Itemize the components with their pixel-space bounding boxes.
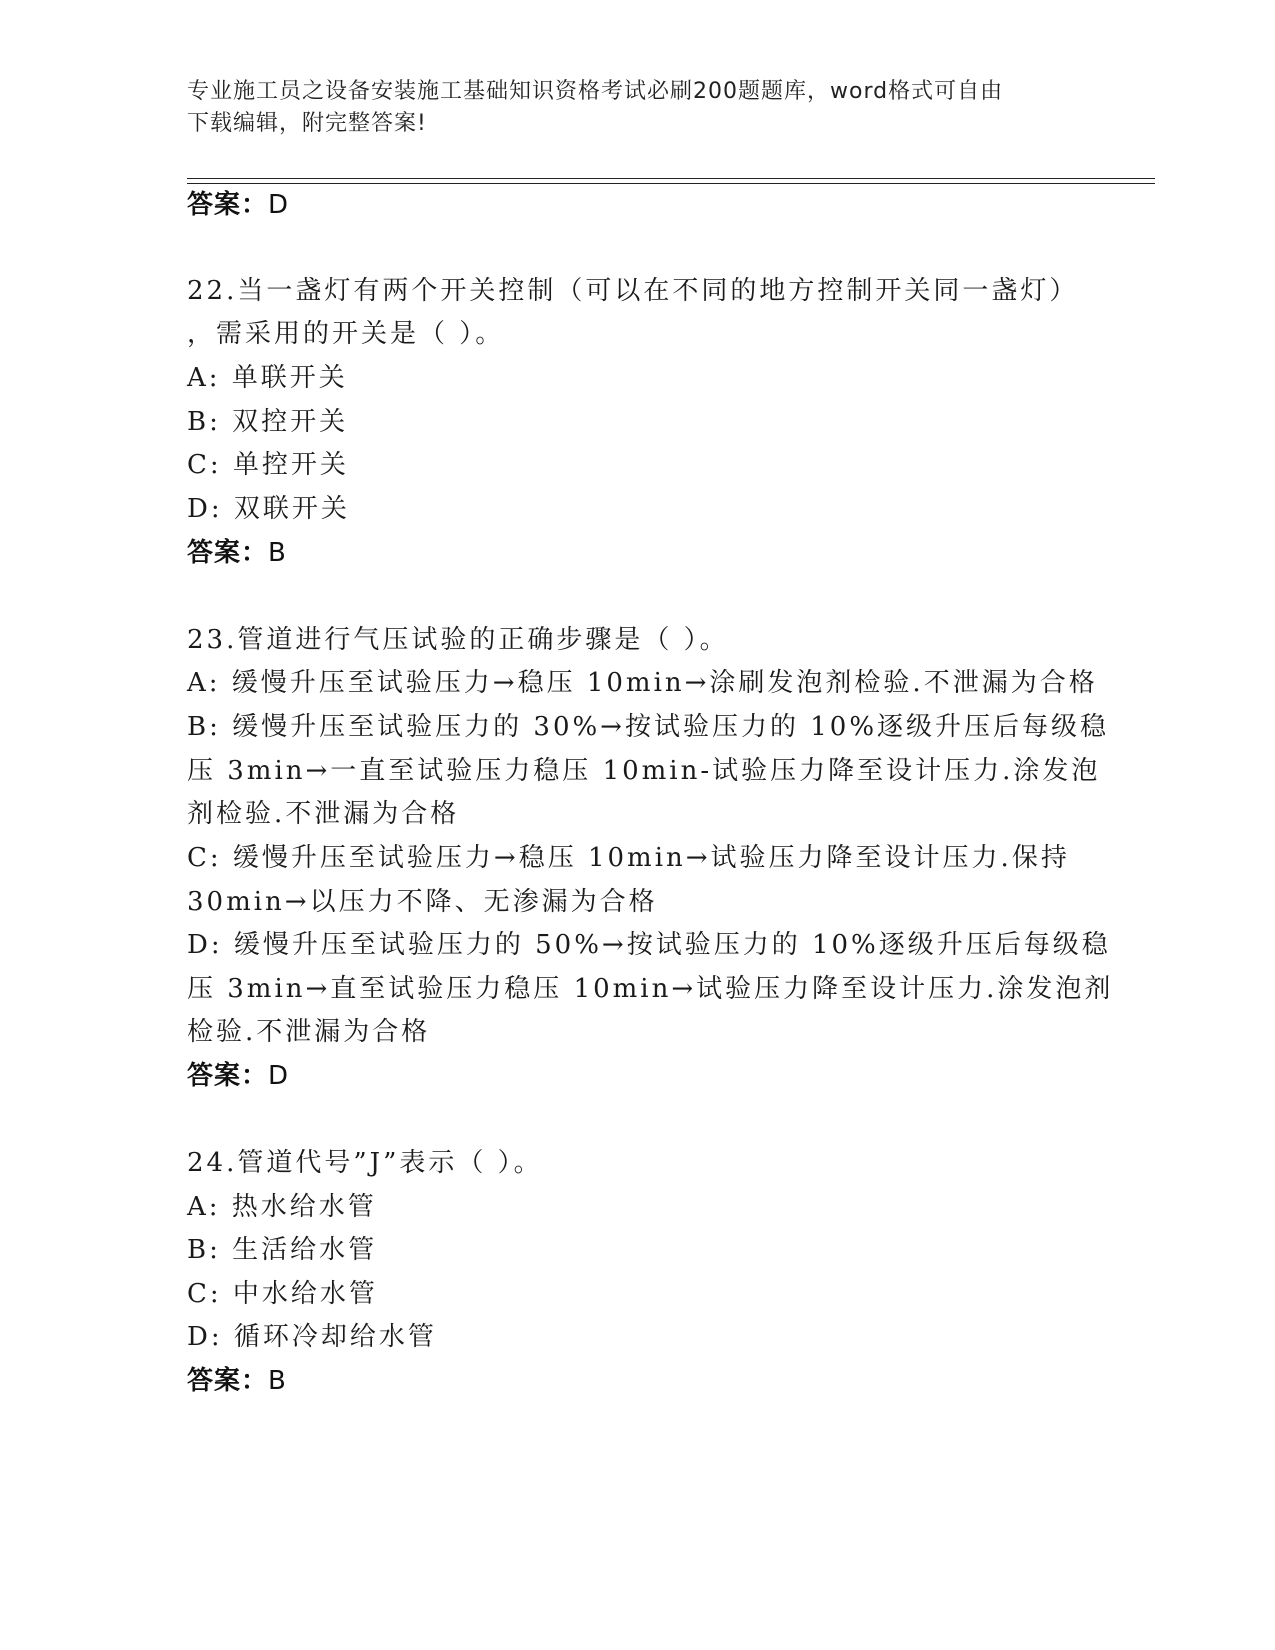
question-23-option-c-line-2: 30min→以压力不降、无渗漏为合格 — [187, 887, 658, 917]
question-24-answer — [187, 1364, 287, 1398]
question-22-text-line-1: 22.当一盏灯有两个开关控制（可以在不同的地方控制开关同一盏灯） — [187, 276, 1079, 306]
header-divider-bottom — [187, 183, 1155, 184]
question-24-text: 24.管道代号”J”表示（ ）。 — [187, 1148, 543, 1178]
answer-label: 答案： — [187, 538, 269, 568]
question-23-option-d-line-3: 检验.不泄漏为合格 — [187, 1017, 431, 1047]
question-24-option-d: D: 循环冷却给水管 — [187, 1322, 437, 1352]
question-23-answer — [187, 1059, 289, 1093]
answer-label: 答案： — [187, 1366, 269, 1396]
question-22-option-c: C: 单控开关 — [187, 450, 349, 480]
question-22-option-d: D: 双联开关 — [187, 494, 350, 524]
question-23-option-a: A: 缓慢升压至试验压力→稳压 10min→涂刷发泡剂检验.不泄漏为合格 — [187, 668, 1098, 698]
answer-value: B — [268, 1366, 287, 1396]
question-23-option-b-line-1: B: 缓慢升压至试验压力的 30%→按试验压力的 10%逐级升压后每级稳 — [187, 712, 1110, 742]
question-23-option-b-line-2: 压 3min→一直至试验压力稳压 10min-试验压力降至设计压力.涂发泡 — [187, 756, 1101, 786]
question-22-answer — [187, 536, 287, 570]
question-24-option-a: A: 热水给水管 — [187, 1192, 377, 1222]
question-23-option-d-line-1: D: 缓慢升压至试验压力的 50%→按试验压力的 10%逐级升压后每级稳 — [187, 930, 1111, 960]
answer-value: B — [268, 538, 287, 568]
header-line-2: 下载编辑，附完整答案! — [187, 111, 427, 136]
answer-label: 答案： — [187, 1061, 269, 1091]
question-22-option-b: B: 双控开关 — [187, 407, 349, 437]
question-22-text-line-2: ，需采用的开关是（ ）。 — [187, 319, 505, 349]
question-23-option-b-line-3: 剂检验.不泄漏为合格 — [187, 799, 460, 829]
document-header — [187, 76, 1067, 140]
question-23-text: 23.管道进行气压试验的正确步骤是（ ）。 — [187, 625, 729, 655]
question-24-option-c: C: 中水给水管 — [187, 1279, 378, 1309]
header-line-1: 专业施工员之设备安装施工基础知识资格考试必刷200题题库，word格式可自由 — [187, 79, 1004, 104]
question-23-option-c-line-1: C: 缓慢升压至试验压力→稳压 10min→试验压力降至设计压力.保持 — [187, 843, 1070, 873]
answer-value: D — [268, 1061, 290, 1091]
question-23-option-d-line-2: 压 3min→直至试验压力稳压 10min→试验压力降至设计压力.涂发泡剂 — [187, 974, 1114, 1004]
header-divider-top — [187, 178, 1155, 179]
question-22-option-a: A: 单联开关 — [187, 363, 348, 393]
answer-label: 答案： — [187, 190, 269, 220]
previous-answer — [187, 188, 289, 222]
question-24-option-b: B: 生活给水管 — [187, 1235, 378, 1265]
answer-value: D — [268, 190, 290, 220]
